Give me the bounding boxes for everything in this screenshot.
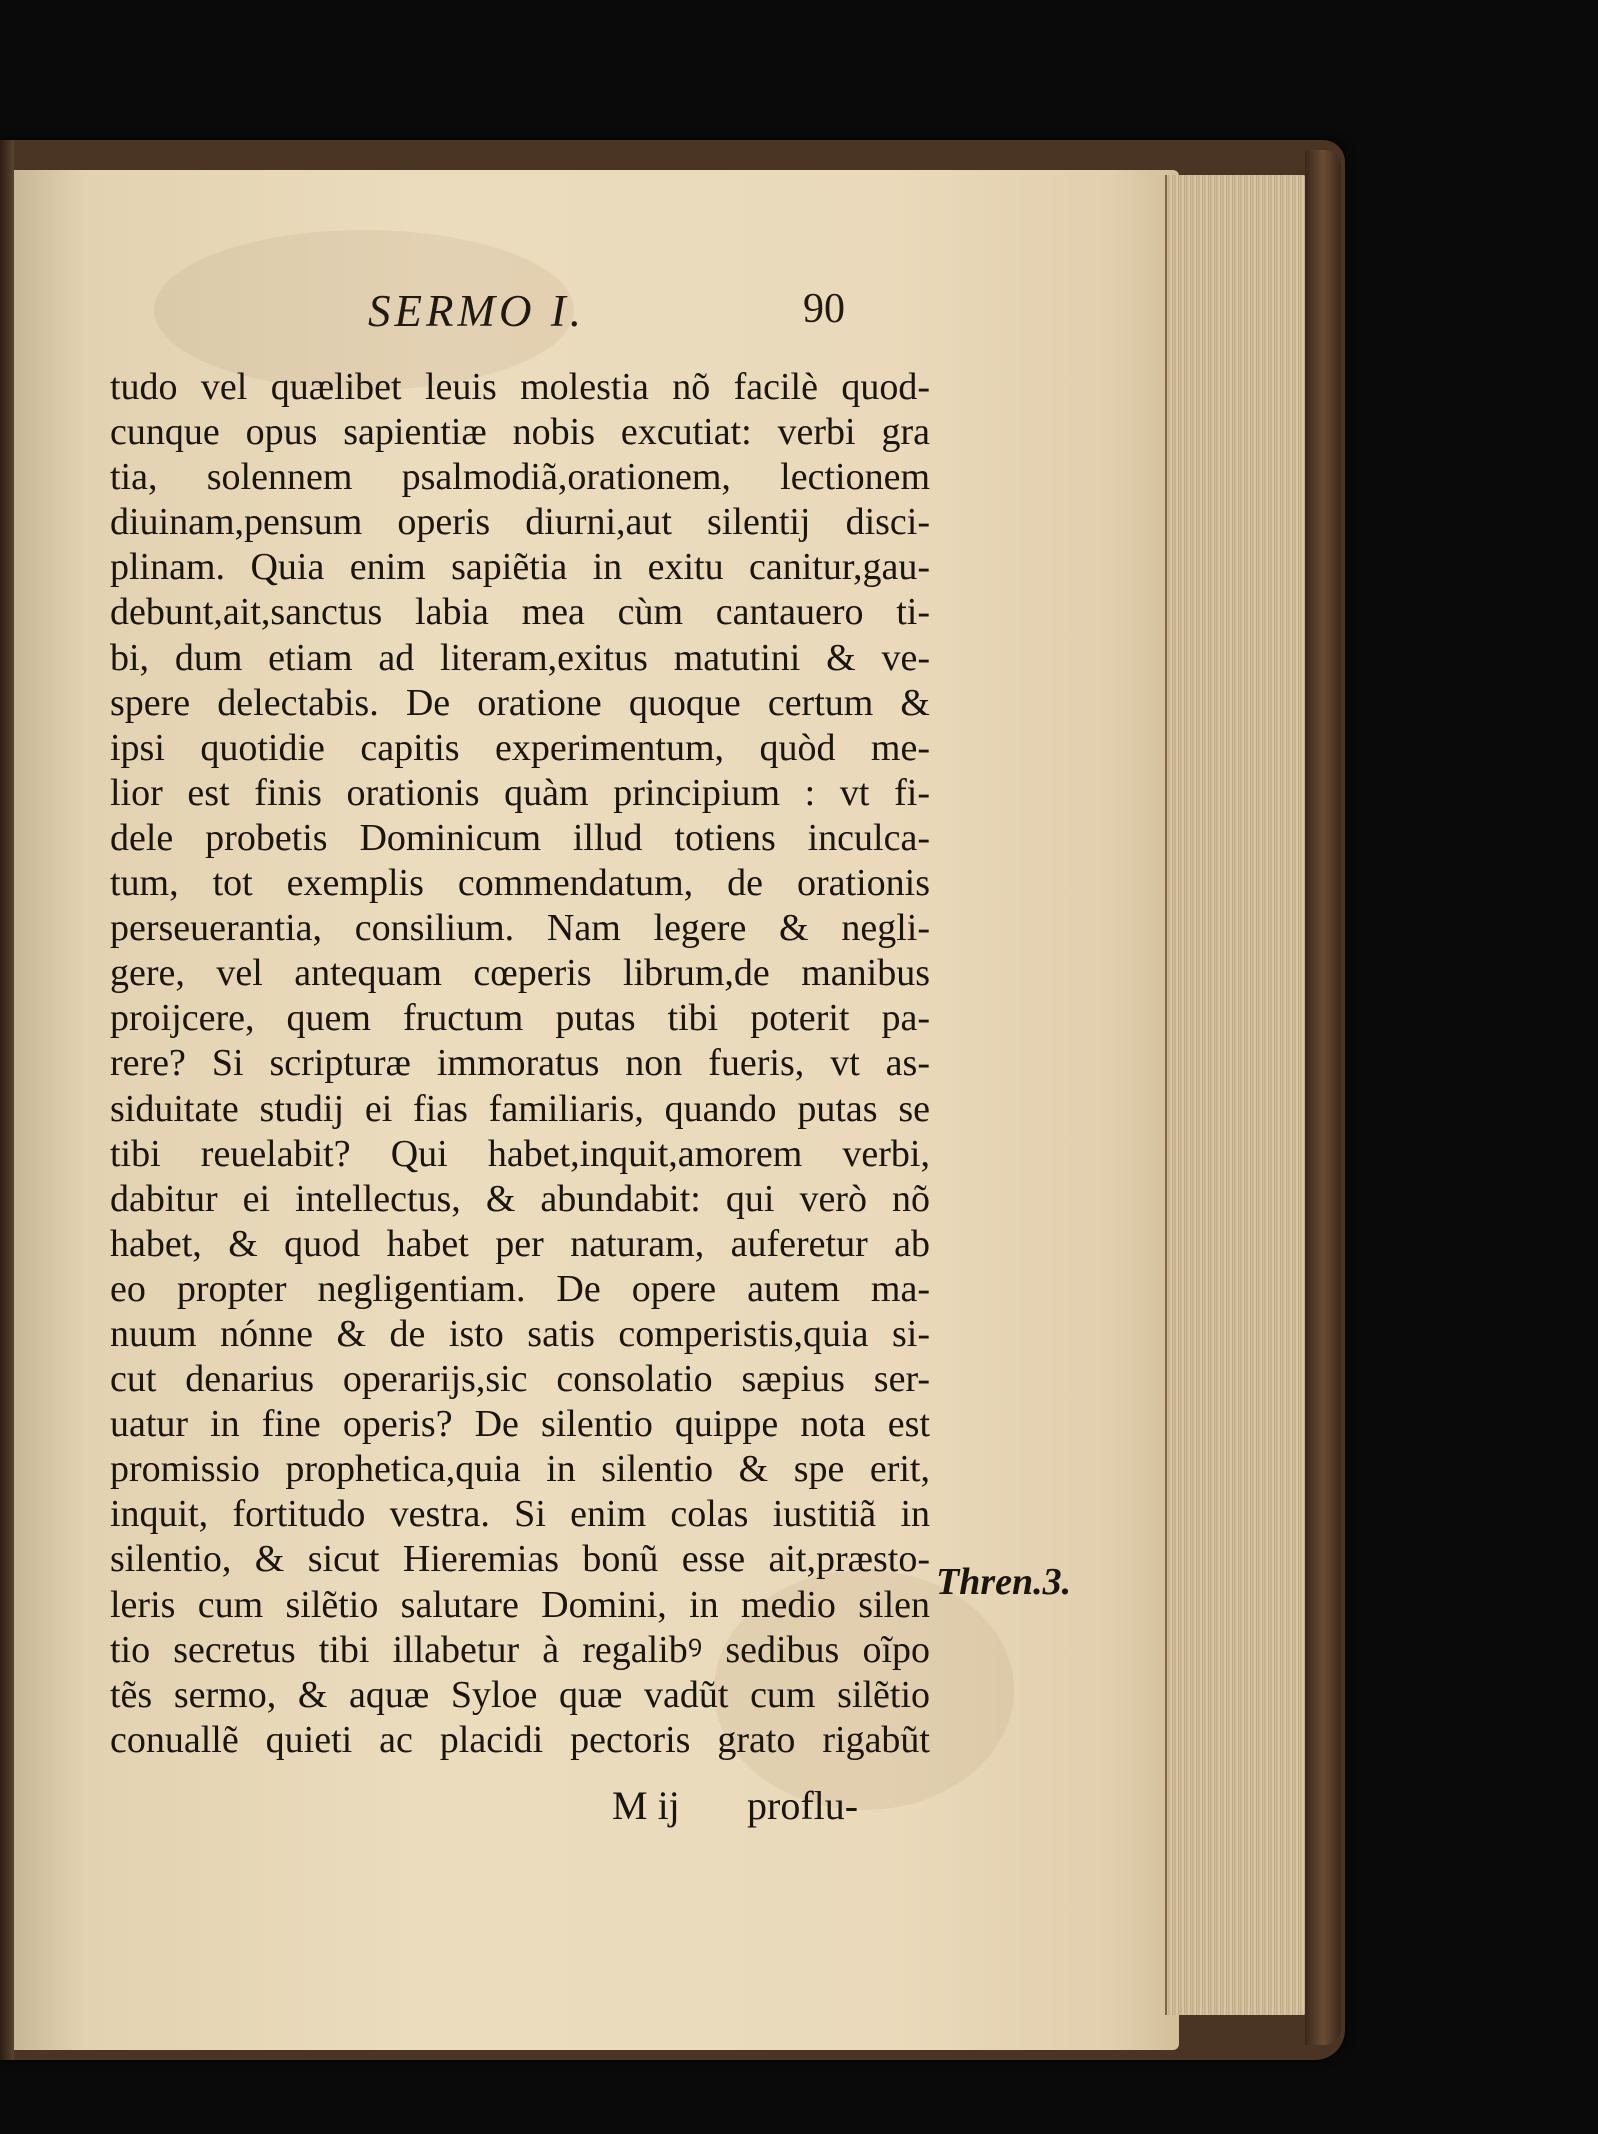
text-line: tia, solennem psalmodiã,orationem, lectionem: [110, 456, 930, 499]
text-line: tibi reuelabit? Qui habet,inquit,amorem verbi,: [110, 1132, 930, 1175]
text-line: silentio, & sicut Hieremias bonũ esse ait,præsto-: [110, 1538, 930, 1581]
text-line: plinam. Quia enim sapiẽtia in exitu canitur,gau-: [110, 546, 930, 589]
text-line: conuallẽ quieti ac placidi pectoris grato rigabũt: [110, 1718, 930, 1761]
text-line: nuum nónne & de isto satis comperistis,quia si-: [110, 1312, 930, 1355]
text-line: habet, & quod habet per naturam, auferetur ab: [110, 1222, 930, 1265]
text-line: cut denarius operarijs,sic consolatio sæpius ser-: [110, 1358, 930, 1401]
text-line: eo propter negligentiam. De opere autem ma-: [110, 1267, 930, 1310]
page-number: 90: [803, 286, 845, 332]
text-line: leris cum silẽtio salutare Domini, in medio silen: [110, 1583, 930, 1626]
text-line: proijcere, quem fructum putas tibi poterit pa-: [110, 997, 930, 1040]
marginal-note: Thren.3.: [936, 1561, 1072, 1603]
signature-mark: M ij: [612, 1783, 680, 1828]
text-line: ipsi quotidie capitis experimentum, quòd me-: [110, 726, 930, 769]
text-line: spere delectabis. De oratione quoque certum &: [110, 681, 930, 724]
text-line: debunt,ait,sanctus labia mea cùm cantauero ti-: [110, 591, 930, 634]
catchword: proflu-: [747, 1783, 859, 1828]
text-line: cunque opus sapientiæ nobis excutiat: verbi gra: [110, 411, 930, 454]
text-line: uatur in fine operis? De silentio quippe nota est: [110, 1403, 930, 1446]
text-line: dele probetis Dominicum illud totiens inculca-: [110, 816, 930, 859]
text-line: bi, dum etiam ad literam,exitus matutini & ve-: [110, 636, 930, 679]
text-line: diuinam,pensum operis diurni,aut silentij disci-: [110, 501, 930, 544]
text-line: siduitate studij ei fias familiaris, quando putas se: [110, 1087, 930, 1130]
text-line: promissio prophetica,quia in silentio & spe erit,: [110, 1448, 930, 1491]
text-line: tio secretus tibi illabetur à regalibꝰ sedibus oĩpo: [110, 1628, 930, 1671]
text-line: rere? Si scripturæ immoratus non fueris, vt as-: [110, 1042, 930, 1085]
page-header: [368, 285, 868, 355]
text-line: tẽs sermo, & aquæ Syloe quæ vadũt cum silẽtio: [110, 1673, 930, 1716]
text-line: inquit, fortitudo vestra. Si enim colas iustitiã in: [110, 1493, 930, 1536]
text-block: [110, 365, 930, 1763]
page-footer: [612, 1782, 912, 1832]
text-line: tudo vel quælibet leuis molestia nõ facilè quod-: [110, 366, 930, 408]
text-line: lior est finis orationis quàm principium : vt fi-: [110, 771, 930, 814]
text-line: tum, tot exemplis commendatum, de orationis: [110, 862, 930, 905]
text-line: perseuerantia, consilium. Nam legere & negli-: [110, 907, 930, 950]
spine-edge: [0, 140, 14, 2060]
cover-edge: [1305, 150, 1341, 2045]
text-line: gere, vel antequam cœperis librum,de manibus: [110, 952, 930, 995]
running-title: SERMO I.: [368, 286, 585, 336]
page-edges: [1165, 175, 1307, 2015]
text-line: dabitur ei intellectus, & abundabit: qui verò nõ: [110, 1177, 930, 1220]
